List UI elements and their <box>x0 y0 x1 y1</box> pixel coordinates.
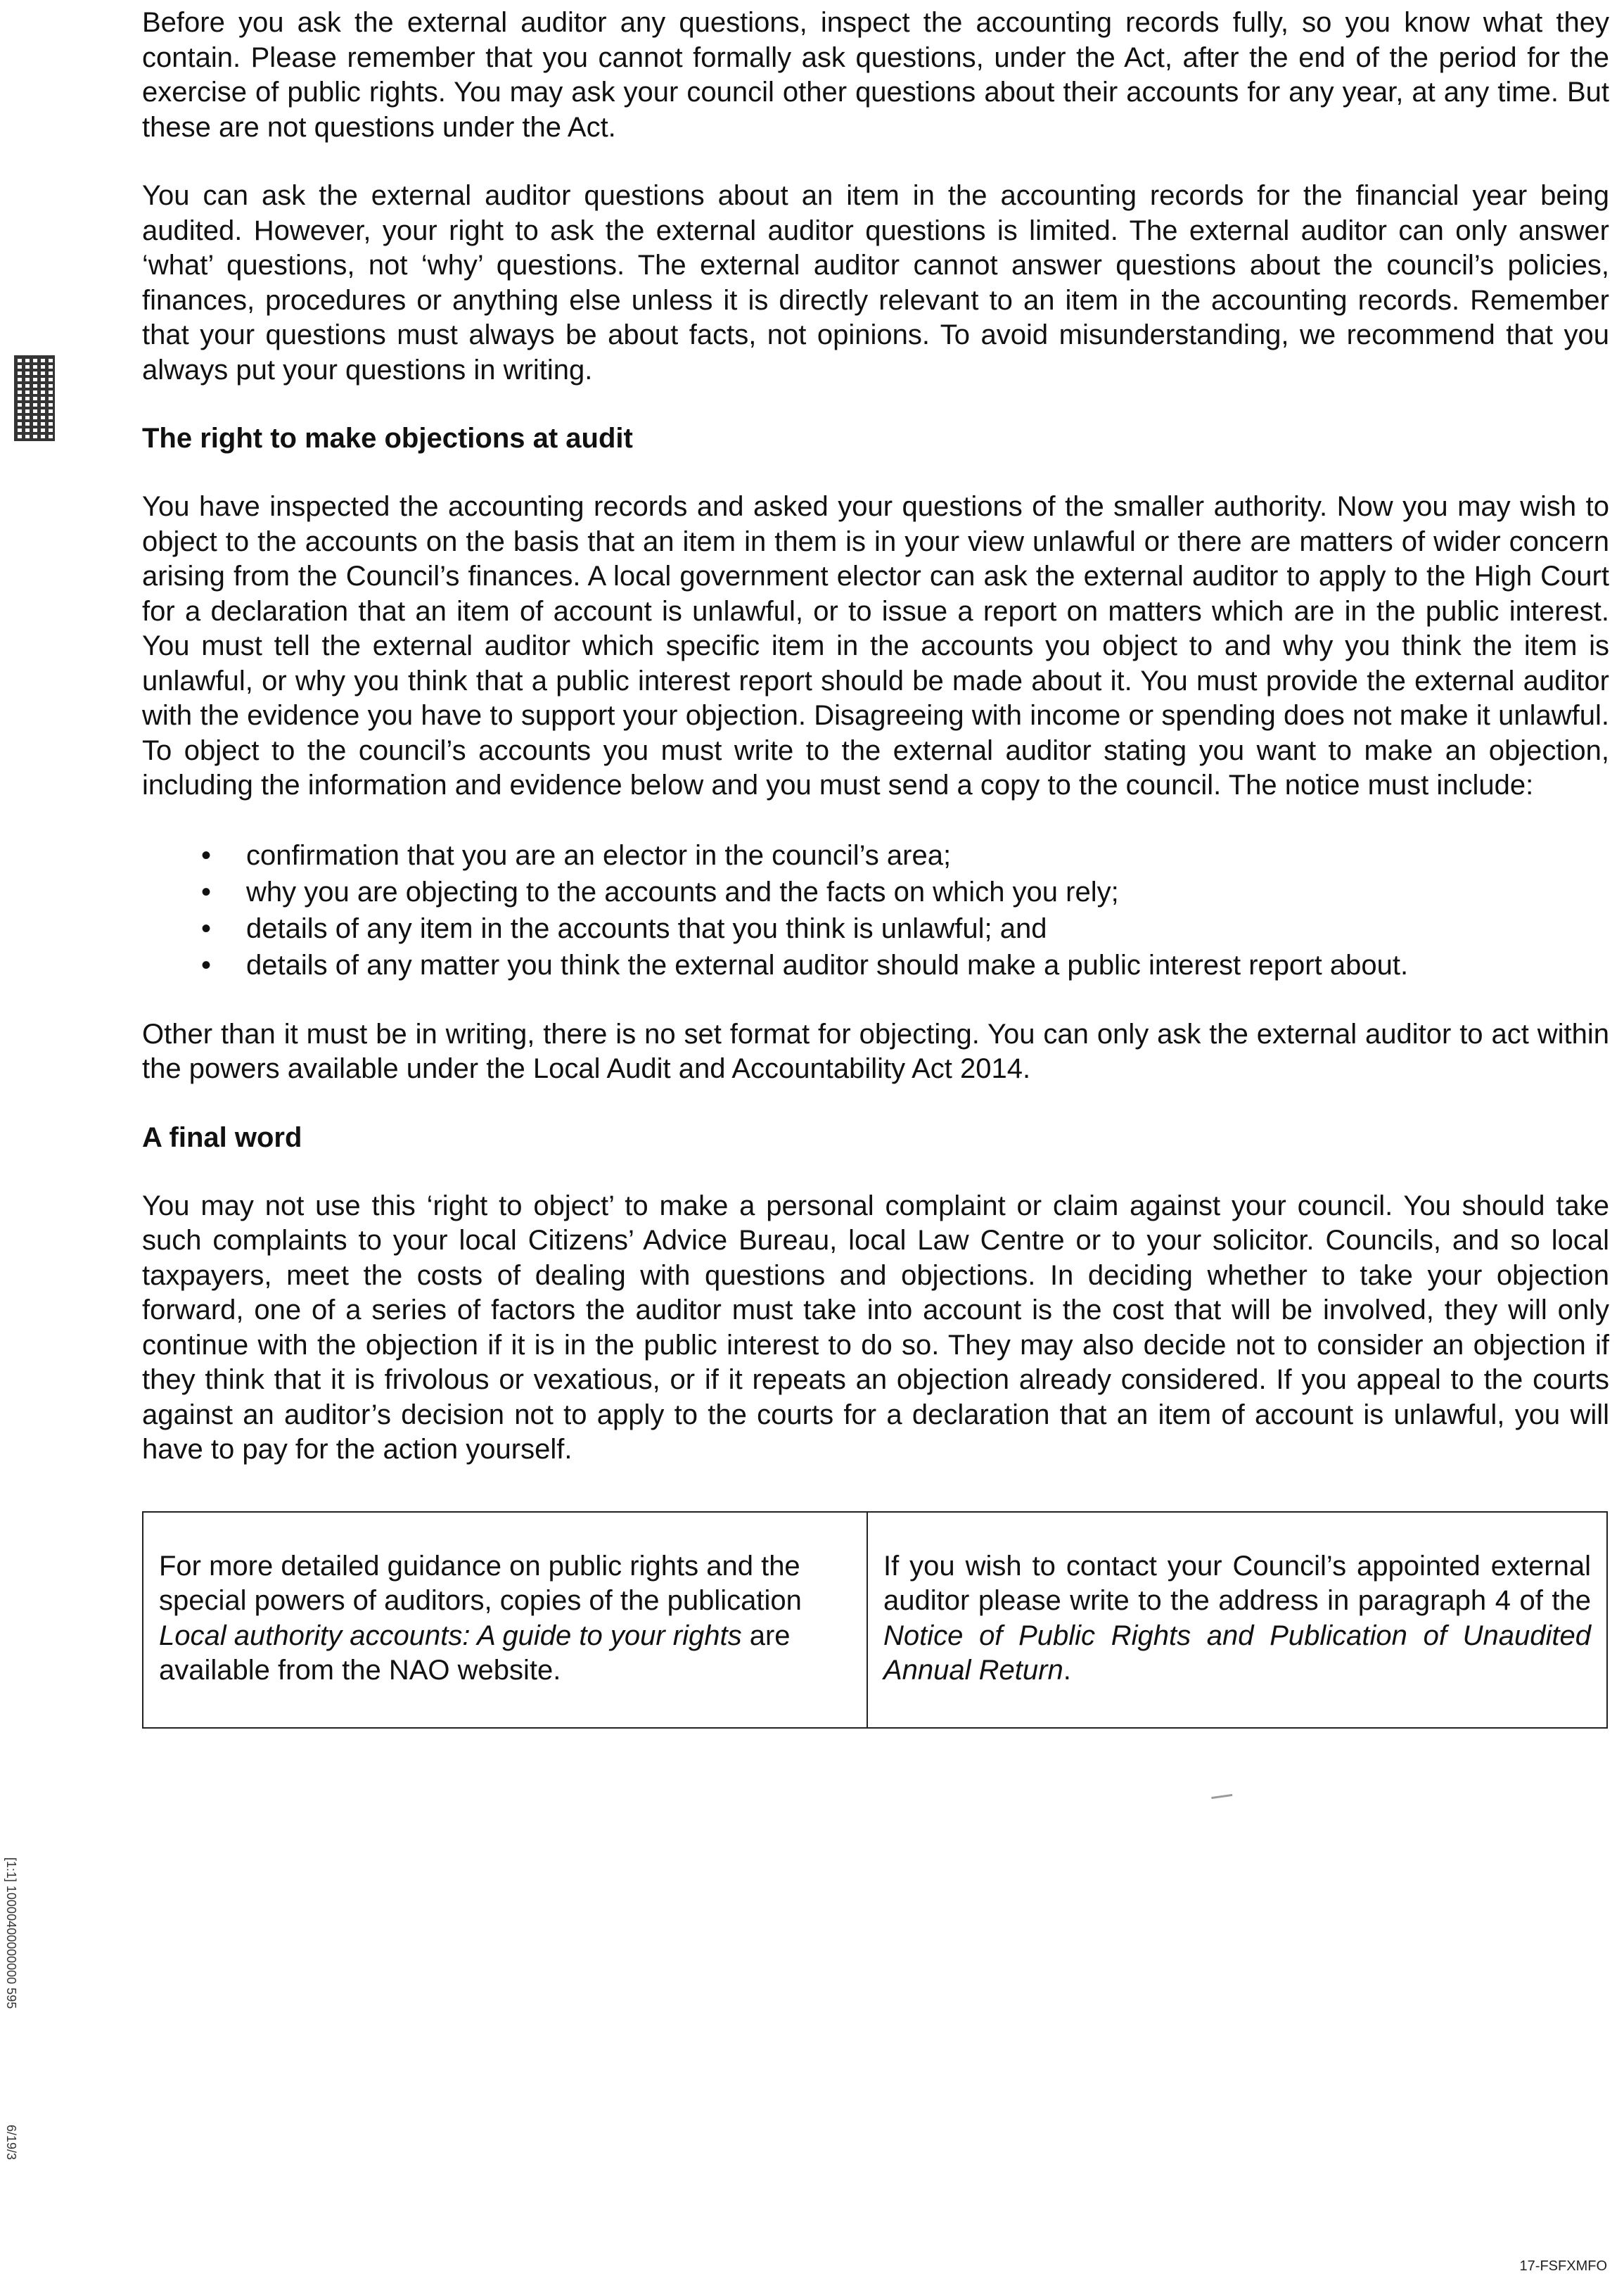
paragraph-final-word: You may not use this ‘right to object’ to make a personal complaint or claim against your council. You should take such complaints to your local Citizens’ Advice Bureau, local Law Centre or to your solicitor. Councils, and so local taxpayers, meet the costs of dealing with questions and objections. In deciding whether to take your objection forward, one of a series of factors the auditor must take into account is the cost that will be involved, they will only continue with the objection if it is in the public interest to do so. They may also decide not to consider an objection if they think that it is frivolous or vexatious, or if it repeats an objection already considered. If you appeal to the courts against an auditor’s decision not to apply to the courts for a declaration that an item of account is unlawful, you will have to pay for the action yourself. <box>142 1190 1609 1465</box>
bullet-icon: • <box>201 912 212 944</box>
notice-title: Notice of Public Rights and Publication of Unaudited Annual Return <box>883 1620 1591 1686</box>
publication-title: Local authority accounts: A guide to your rights <box>159 1620 742 1651</box>
list-item: • details of any item in the accounts that you think is unlawful; and <box>142 910 1609 947</box>
bullet-icon: • <box>201 949 212 981</box>
side-code: 6/19/3 <box>4 2125 18 2161</box>
paragraph-objections-intro: You have inspected the accounting records and asked your questions of the smaller authority. Now you may wish to object to the accounts on the basis that an item in them is in your view unlawful or there are matters of wider concern arising from the Council’s finances. A local government elector can ask the external auditor to apply to the High Court for a declaration that an item of account is unlawful, or to issue a report on matters which are in the public interest. You must tell the external auditor which specific item in the accounts you object to and why you think the item is unlawful, or why you think that a public interest report should be made about it. You must provide the external auditor with the evidence you have to support your objection. Disagreeing with income or spending does not make it unlawful. To object to the council’s accounts you must write to the external auditor stating you want to make an objection, including the information and evidence below and you must send a copy to the council. The notice must include: <box>142 491 1609 801</box>
info-box-contact: If you wish to contact your Council’s appointed external auditor please write to the address in paragraph 4 of the Notice of Public Rights and Publication of Unaudited Annual Return. <box>883 1550 1591 1686</box>
heading-objections: The right to make objections at audit <box>142 423 633 454</box>
list-item: • confirmation that you are an elector in the council’s area; <box>142 837 1609 874</box>
pen-mark <box>1211 1791 1233 1799</box>
bullet-icon: • <box>201 839 212 871</box>
paragraph-inspect-records: Before you ask the external auditor any questions, inspect the accounting records fully, so you know what they contain. Please remember that you cannot formally ask questions, under the Act, after the end of the period for the exercise of public rights. You may ask your council other questions about their accounts for any year, at any time. But these are not questions under the Act. <box>142 7 1609 143</box>
list-item: • why you are objecting to the accounts and the facts on which you rely; <box>142 874 1609 910</box>
info-box <box>142 1511 1608 1729</box>
heading-final-word: A final word <box>142 1121 302 1153</box>
qr-code <box>14 355 55 441</box>
bullet-icon: • <box>201 876 212 908</box>
document-body <box>142 6 1609 1729</box>
list-item: • details of any matter you think the external auditor should make a public interest report about. <box>142 947 1609 984</box>
notice-requirements-list <box>142 837 1609 984</box>
side-code: [1:1] 10000400000000 595 <box>4 1857 18 2009</box>
info-box-guidance: For more detailed guidance on public rights and the special powers of auditors, copies of the publication Local authority accounts: A guide to your rights are available from the NAO website. <box>143 1513 868 1727</box>
paragraph-objection-format: Other than it must be in writing, there is no set format for objecting. You can only ask the external auditor to act within the powers available under the Local Audit and Accountability Act 2014. <box>142 1018 1609 1084</box>
footer-code: 17-FSFXMFO <box>1519 2258 1607 2274</box>
paragraph-ask-questions: You can ask the external auditor questions about an item in the accounting records for the financial year being audited. However, your right to ask the external auditor questions is limited. The external auditor can only answer ‘what’ questions, not ‘why’ questions. The external auditor cannot answer questions about the council’s policies, finances, procedures or anything else unless it is directly relevant to an item in the accounting records. Remember that your questions must always be about facts, not opinions. To avoid misunderstanding, we recommend that you always put your questions in writing. <box>142 180 1609 386</box>
